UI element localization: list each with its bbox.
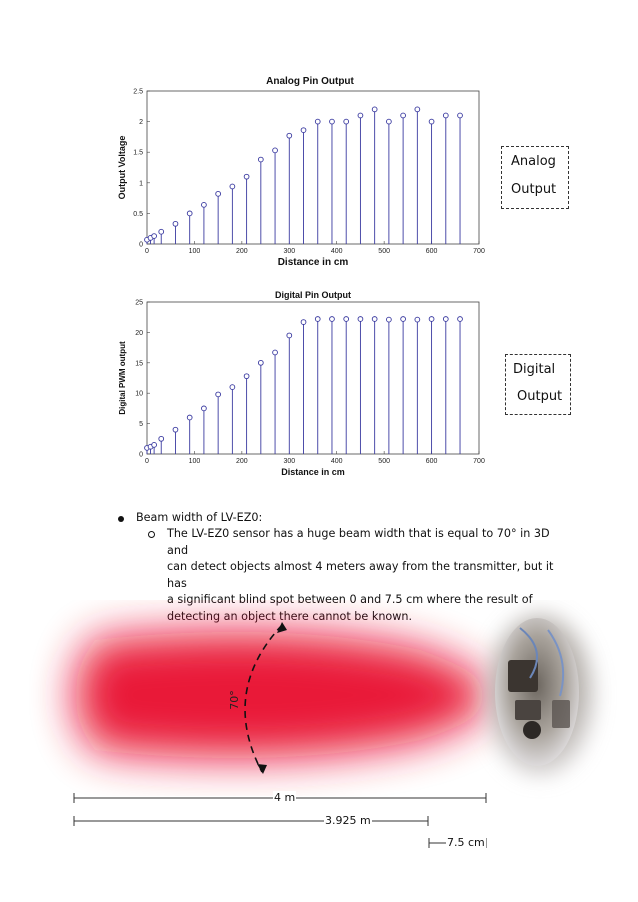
stem-marker — [273, 148, 278, 153]
stem-marker — [401, 113, 406, 118]
digital-chart-title: Digital Pin Output — [275, 290, 351, 300]
stem-marker — [372, 317, 377, 322]
y-axis-label: Output Voltage — [117, 135, 127, 200]
stem-marker — [244, 174, 249, 179]
stem-marker — [159, 229, 164, 234]
stem-marker — [216, 191, 221, 196]
analog-chart-title: Analog Pin Output — [266, 76, 354, 87]
label-4m: 4 m — [274, 791, 296, 804]
analog-output-legend — [501, 146, 569, 209]
stem-marker — [458, 317, 463, 322]
label-75cm: 7.5 cm — [447, 836, 485, 849]
sub-bullet-line-1: The LV-EZ0 sensor has a huge beam width that is equal to 70° in 3D and — [167, 527, 550, 557]
y-tick-label: 20 — [135, 329, 143, 337]
y-tick-label: 2.5 — [133, 88, 143, 96]
y-tick-label: 0.5 — [133, 210, 143, 218]
sub-bullet-line-4: detecting an object there cannot be known. — [167, 609, 413, 623]
stem-marker — [301, 320, 306, 325]
stem-marker — [330, 317, 335, 322]
analog-chart — [105, 84, 495, 270]
digital-output-legend — [505, 354, 571, 415]
y-tick-label: 1.5 — [133, 149, 143, 157]
x-tick-label: 400 — [330, 458, 343, 465]
stem-marker — [415, 107, 420, 112]
digital-legend-line-2: Output — [517, 389, 563, 404]
stem-marker — [315, 317, 320, 322]
digital-legend-line-1: Digital — [513, 362, 556, 377]
angle-arrow-top — [277, 622, 287, 633]
digital-chart — [105, 296, 495, 478]
stem-marker — [202, 202, 207, 207]
y-tick-label: 10 — [135, 390, 143, 398]
stem-marker — [401, 317, 406, 322]
stem-marker — [173, 221, 178, 226]
x-tick-label: 300 — [283, 248, 296, 255]
stem-marker — [344, 119, 349, 124]
x-tick-label: 0 — [145, 248, 149, 255]
angle-arrow-bottom — [257, 764, 267, 774]
stem-marker — [287, 133, 292, 138]
stem-marker — [230, 385, 235, 390]
angle-label: 70° — [228, 690, 241, 710]
stem-marker — [258, 360, 263, 365]
stem-marker — [273, 350, 278, 355]
x-tick-label: 100 — [188, 458, 201, 465]
y-tick-label: 25 — [135, 299, 143, 307]
stem-marker — [187, 415, 192, 420]
x-tick-label: 100 — [188, 248, 201, 255]
stem-marker — [202, 406, 207, 411]
x-tick-label: 500 — [378, 248, 390, 255]
stem-marker — [173, 427, 178, 432]
stem-marker — [152, 234, 157, 239]
stem-marker — [415, 317, 420, 322]
x-tick-label: 700 — [473, 248, 485, 255]
stem-marker — [443, 317, 448, 322]
stem-marker — [443, 113, 448, 118]
y-axis-label: Digital PWM output — [118, 341, 127, 415]
beam-diagram — [0, 600, 638, 902]
x-tick-label: 600 — [425, 248, 438, 255]
beam-cloud — [75, 632, 490, 758]
stem-marker — [458, 113, 463, 118]
stem-marker — [344, 317, 349, 322]
stem-marker — [315, 119, 320, 124]
y-tick-label: 0 — [139, 451, 143, 459]
stem-marker — [429, 119, 434, 124]
x-tick-label: 200 — [236, 458, 248, 465]
x-tick-label: 700 — [473, 458, 485, 465]
stem-marker — [287, 333, 292, 338]
stem-marker — [258, 157, 263, 162]
x-axis-label: Distance in cm — [277, 257, 349, 268]
stem-marker — [244, 374, 249, 379]
sub-bullet-circle — [148, 531, 155, 538]
x-tick-label: 600 — [425, 458, 438, 465]
sub-bullet-line-2: can detect objects almost 4 meters away from the transmitter, but it has — [167, 560, 554, 590]
stem-marker — [301, 128, 306, 133]
sub-bullet-line-3: a significant blind spot between 0 and 7.5 cm where the result of — [167, 593, 533, 606]
analog-legend-line-2: Output — [511, 182, 557, 197]
stem-marker — [372, 107, 377, 112]
y-tick-label: 15 — [135, 360, 143, 368]
sensor-photo — [485, 613, 595, 777]
stem-marker — [230, 184, 235, 189]
label-3925m: 3.925 m — [325, 814, 371, 827]
x-tick-label: 400 — [330, 248, 343, 255]
stem-marker — [152, 442, 157, 447]
bullet-heading: Beam width of LV-EZ0: — [136, 511, 263, 524]
dimension-3925m — [74, 816, 428, 826]
stem-marker — [358, 317, 363, 322]
x-tick-label: 0 — [145, 458, 149, 465]
stem-marker — [429, 317, 434, 322]
plot-frame — [147, 302, 479, 454]
stem-marker — [159, 436, 164, 441]
stem-marker — [187, 211, 192, 216]
x-tick-label: 300 — [283, 458, 296, 465]
x-tick-label: 200 — [236, 248, 248, 255]
y-tick-label: 0 — [139, 241, 143, 249]
bullet-dot — [118, 516, 124, 522]
stem-marker — [386, 119, 391, 124]
stem-marker — [216, 392, 221, 397]
stem-marker — [386, 317, 391, 322]
y-tick-label: 2 — [139, 119, 143, 127]
x-axis-label: Distance in cm — [281, 467, 345, 477]
stem-marker — [358, 113, 363, 118]
plot-frame — [147, 91, 479, 244]
y-tick-label: 5 — [139, 421, 143, 429]
stem-marker — [330, 119, 335, 124]
y-tick-label: 1 — [139, 180, 143, 188]
analog-legend-line-1: Analog — [511, 154, 556, 169]
x-tick-label: 500 — [378, 458, 390, 465]
